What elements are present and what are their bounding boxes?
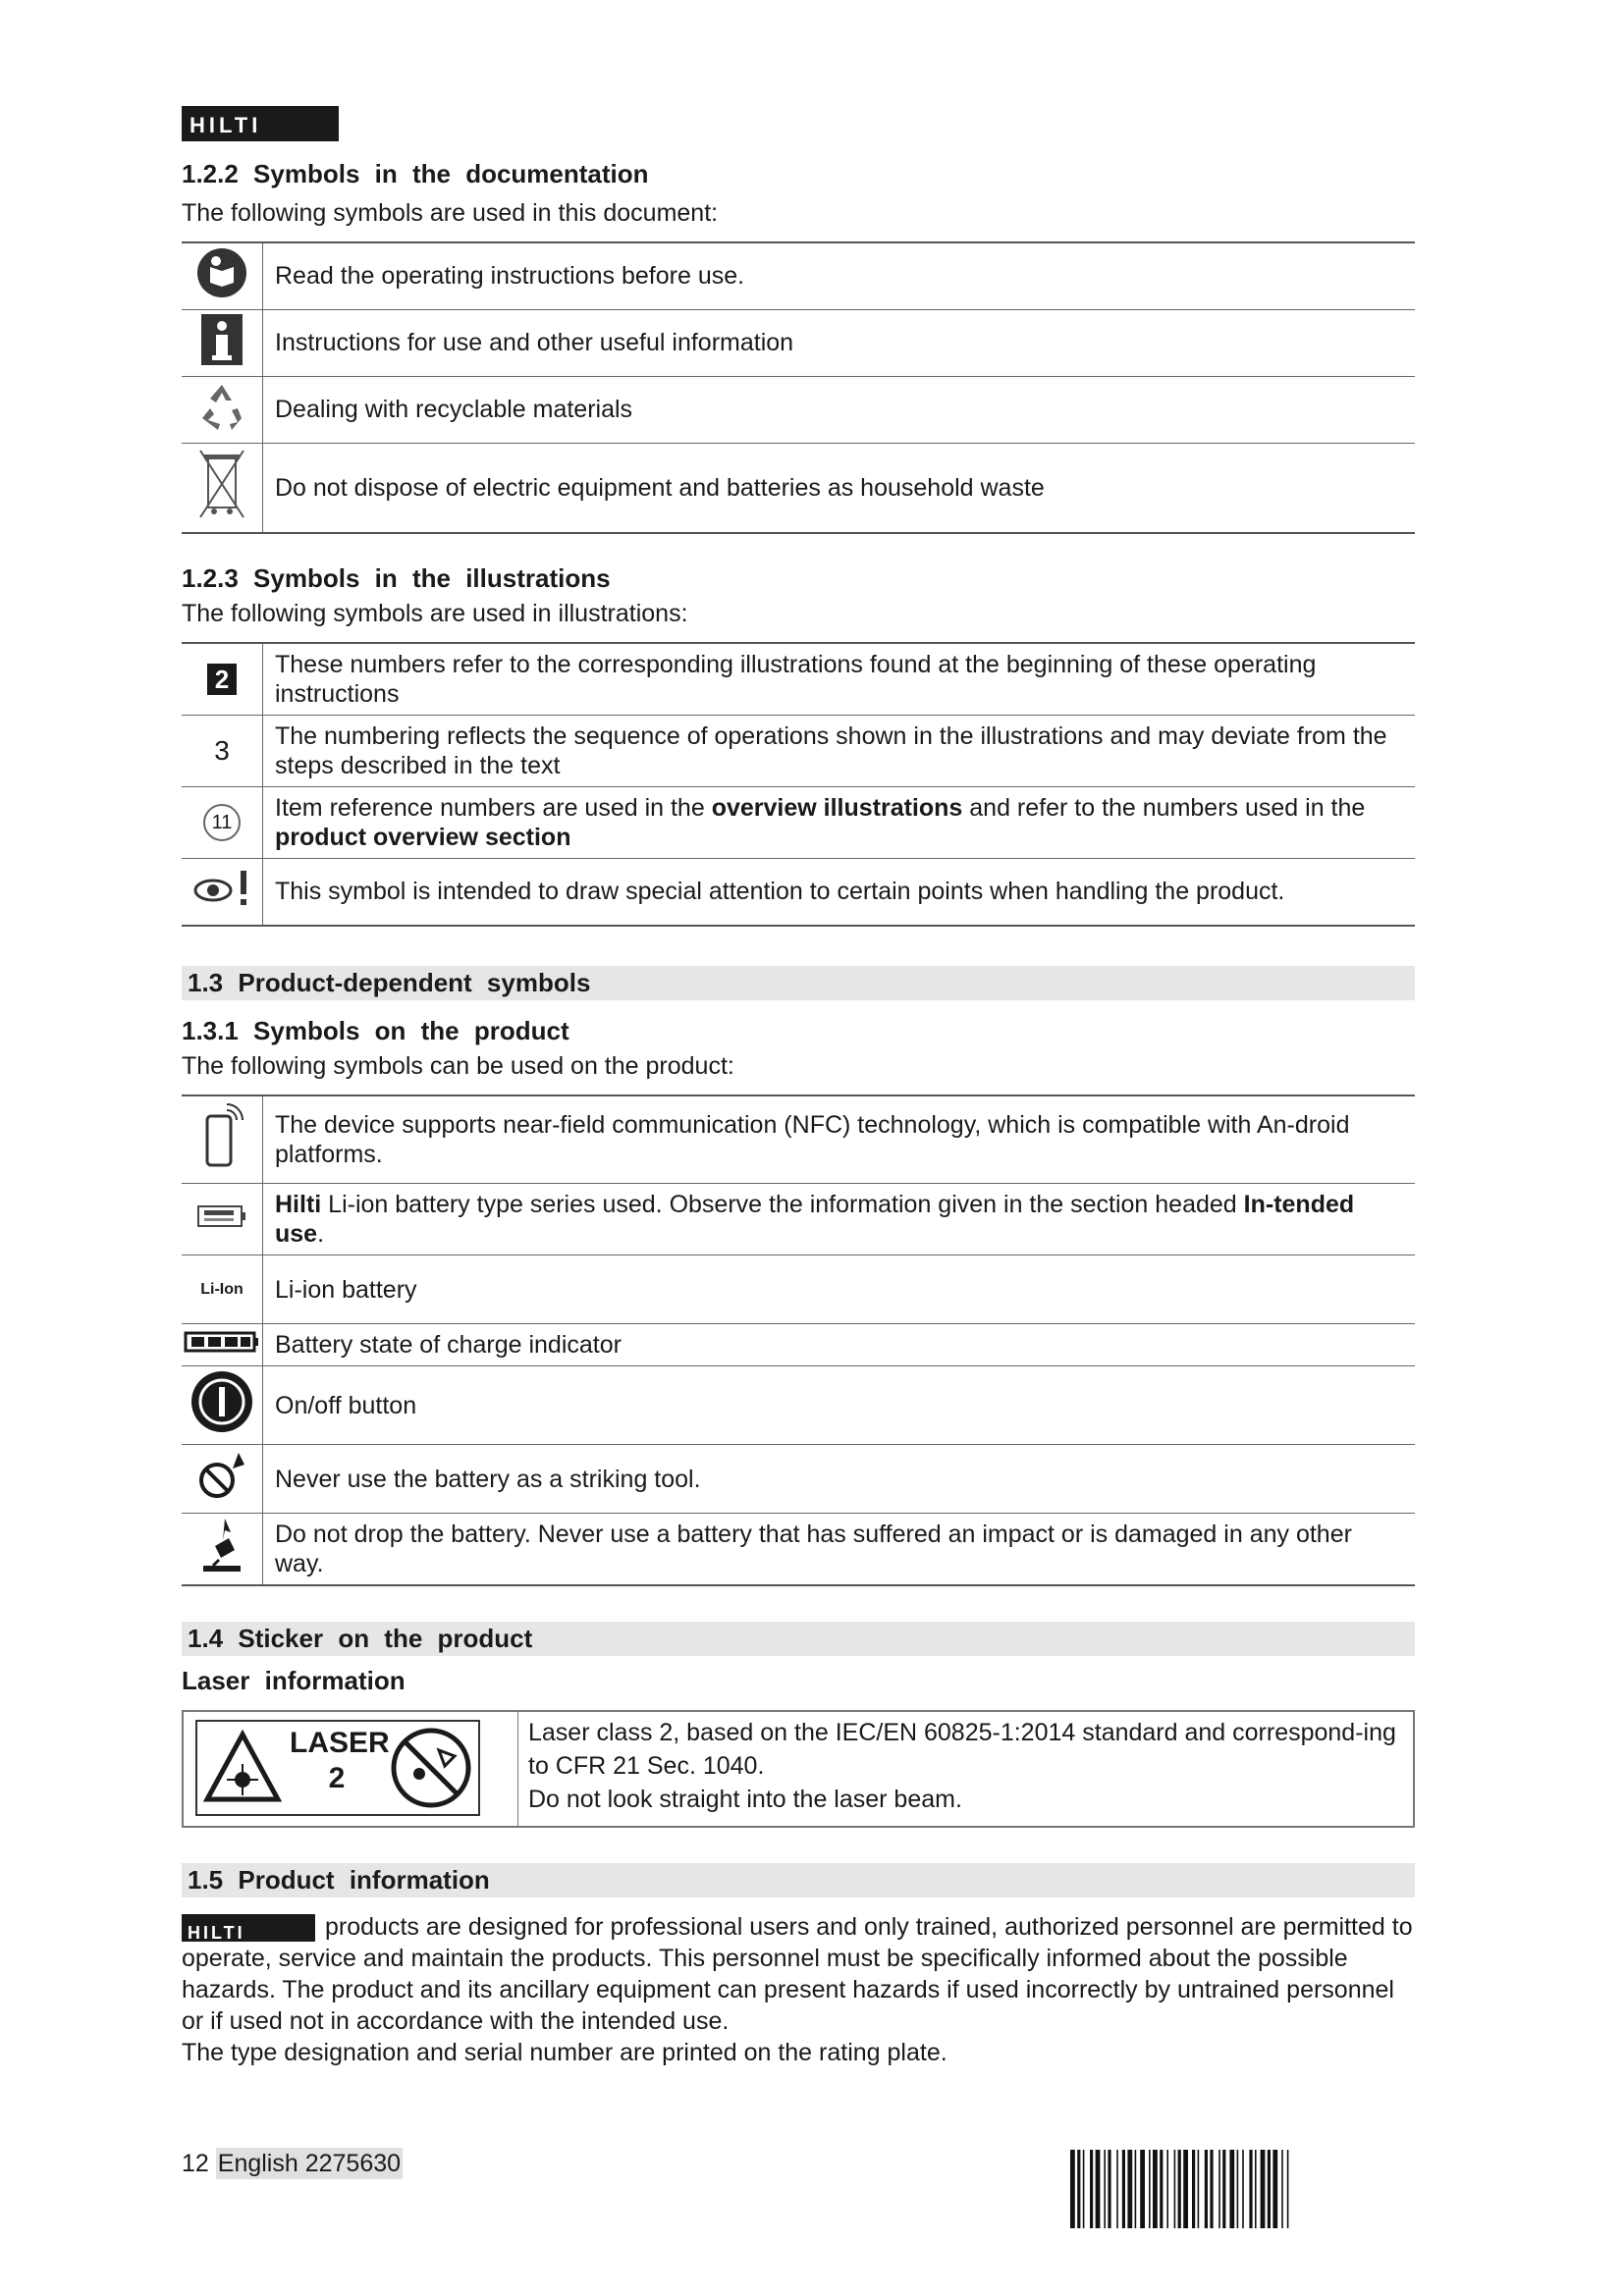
footer-language: English — [217, 2150, 298, 2177]
barcode-bar — [1183, 2150, 1188, 2228]
barcode-bar — [1166, 2150, 1168, 2228]
barcode-bar — [1198, 2150, 1200, 2228]
table-cell: Instructions for use and other useful information — [263, 309, 1416, 376]
barcode-bar — [1096, 2150, 1101, 2228]
table-cell: The device supports near-field communication (NFC) technology, which is compatible with An-droid platforms. — [263, 1095, 1416, 1184]
table-cell: Item reference numbers are used in the overview illustrations and refer to the numbers used in the product overview section — [263, 787, 1416, 859]
table-row — [182, 716, 1415, 787]
section-1-3-heading: 1.3 Product-dependent symbols — [182, 966, 1415, 1000]
table-row — [182, 1324, 1415, 1366]
barcode-bar — [1135, 2150, 1137, 2228]
table-row — [182, 1255, 1415, 1324]
barcode-bar — [1140, 2150, 1145, 2228]
table-row — [182, 242, 1415, 309]
table-row — [182, 376, 1415, 443]
barcode — [1068, 2150, 1412, 2228]
barcode-bar — [1178, 2150, 1181, 2228]
charge-indicator-icon — [182, 1324, 263, 1366]
product-symbols-table — [182, 1095, 1415, 1587]
table-row — [182, 1095, 1415, 1184]
barcode-bar — [1090, 2150, 1093, 2228]
table-row — [182, 787, 1415, 859]
no-striking-icon — [182, 1445, 263, 1514]
laser-sticker-table — [182, 1710, 1415, 1828]
table-cell: Li-ion battery — [263, 1255, 1416, 1324]
barcode-bar — [1153, 2150, 1158, 2228]
document-page — [182, 106, 1415, 2068]
table-cell: Dealing with recyclable materials — [263, 376, 1416, 443]
document-number: 2275630 — [304, 2150, 402, 2177]
table-cell: Never use the battery as a striking tool. — [263, 1445, 1416, 1514]
do-not-drop-icon — [182, 1514, 263, 1586]
table-cell: Battery state of charge indicator — [263, 1324, 1416, 1366]
barcode-bar — [1104, 2150, 1106, 2228]
item-reference-icon: 11 — [182, 787, 263, 859]
hilti-logo: HILTI — [182, 106, 339, 141]
table-row — [182, 1445, 1415, 1514]
table-row — [182, 1184, 1415, 1255]
section-1-2-2-heading: 1.2.2 Symbols in the documentation — [182, 159, 649, 188]
crossed-bin-icon — [182, 443, 263, 533]
barcode-bar — [1255, 2150, 1257, 2228]
table-cell: This symbol is intended to draw special attention to certain points when handling the product. — [275, 878, 1285, 906]
laser-information-heading: Laser information — [182, 1666, 406, 1695]
section-1-3-1-intro: The following symbols can be used on the product: — [182, 1051, 734, 1080]
table-cell: The numbering reflects the sequence of operations shown in the illustrations and may deviate from the steps described in the text — [263, 716, 1416, 787]
table-row — [183, 1711, 1414, 1827]
barcode-bar — [1116, 2150, 1118, 2228]
barcode-bar — [1222, 2150, 1225, 2228]
hilti-inline-logo: HILTI — [182, 1914, 315, 1942]
laser-class-2-sticker — [183, 1711, 518, 1827]
section-1-2-3-intro: The following symbols are used in illustrations: — [182, 600, 688, 627]
section-1-2-3-heading: 1.2.3 Symbols in the illustrations — [182, 563, 611, 593]
barcode-bar — [1083, 2150, 1085, 2228]
do-not-stare-icon — [390, 1727, 472, 1809]
attention-eye-icon — [182, 859, 263, 926]
barcode-bar — [1287, 2150, 1289, 2228]
barcode-bar — [1281, 2150, 1283, 2228]
section-1-5-heading: 1.5 Product information — [182, 1863, 1415, 1897]
read-manual-icon — [182, 242, 263, 309]
page-number: 12 — [182, 2150, 209, 2177]
barcode-bar — [1261, 2150, 1266, 2228]
table-row — [182, 643, 1415, 716]
barcode-bar — [1237, 2150, 1239, 2228]
table-cell: On/off button — [263, 1366, 1416, 1445]
barcode-bar — [1160, 2150, 1163, 2228]
table-cell: Hilti Li-ion battery type series used. Observe the information given in the section headed In-tended use. — [263, 1184, 1416, 1255]
info-icon — [182, 309, 263, 376]
table-cell: These numbers refer to the corresponding illustrations found at the beginning of these operating instructions — [263, 643, 1416, 716]
barcode-bar — [1272, 2150, 1277, 2228]
illustration-symbols-table — [182, 642, 1415, 927]
table-cell: Read the operating instructions before use. — [263, 242, 1416, 309]
barcode-bar — [1174, 2150, 1176, 2228]
documentation-symbols-table — [182, 241, 1415, 534]
barcode-bar — [1077, 2150, 1080, 2228]
hilti-battery-type-icon — [182, 1184, 263, 1255]
barcode-bar — [1070, 2150, 1075, 2228]
table-row — [182, 1366, 1415, 1445]
barcode-bar — [1108, 2150, 1110, 2228]
barcode-bar — [1229, 2150, 1234, 2228]
barcode-bar — [1205, 2150, 1208, 2228]
table-row — [182, 309, 1415, 376]
product-information-text: HILTI products are designed for professional users and only trained, authorized personnel are permitted to operate, service and maintain the products. This personnel must be specifically informed about the possible hazards. The product and its ancillary equipment can present hazards if used incorrectly by untrained personnel or if used not in accordance with the intended use. The type designation and serial number are printed on the rating plate. — [182, 1913, 1413, 2066]
barcode-bar — [1249, 2150, 1252, 2228]
page-footer — [182, 2150, 403, 2178]
nfc-icon — [182, 1095, 263, 1184]
table-cell: Do not dispose of electric equipment and batteries as household waste — [275, 473, 1045, 502]
laser-sticker-label: LASER 2 — [290, 1727, 390, 1794]
section-1-3-1-heading: 1.3.1 Symbols on the product — [182, 1015, 569, 1045]
table-cell: Do not drop the battery. Never use a battery that has suffered an impact or is damaged in any other way. — [275, 1521, 1352, 1577]
step-number-icon: 3 — [182, 716, 263, 787]
barcode-bar — [1192, 2150, 1195, 2228]
barcode-bar — [1242, 2150, 1244, 2228]
barcode-bar — [1268, 2150, 1271, 2228]
barcode-bar — [1127, 2150, 1132, 2228]
barcode-bar — [1122, 2150, 1125, 2228]
on-off-button-icon — [182, 1366, 263, 1445]
section-1-2-2-intro: The following symbols are used in this document: — [182, 199, 719, 227]
table-row — [182, 1514, 1415, 1586]
table-row — [182, 859, 1415, 926]
section-1-4-heading: 1.4 Sticker on the product — [182, 1622, 1415, 1656]
laser-info-text: Laser class 2, based on the IEC/EN 60825-1:2014 standard and correspond-ing to CFR 21 Sec. 1040. Do not look straight into the laser beam. — [528, 1719, 1396, 1813]
barcode-bar — [1218, 2150, 1220, 2228]
illustration-number-icon: 2 — [182, 643, 263, 716]
barcode-bar — [1149, 2150, 1151, 2228]
table-row — [182, 443, 1415, 533]
laser-warning-icon — [203, 1729, 282, 1807]
barcode-bar — [1210, 2150, 1213, 2228]
li-ion-icon: Li-Ion — [182, 1255, 263, 1324]
recycle-icon — [182, 376, 263, 443]
